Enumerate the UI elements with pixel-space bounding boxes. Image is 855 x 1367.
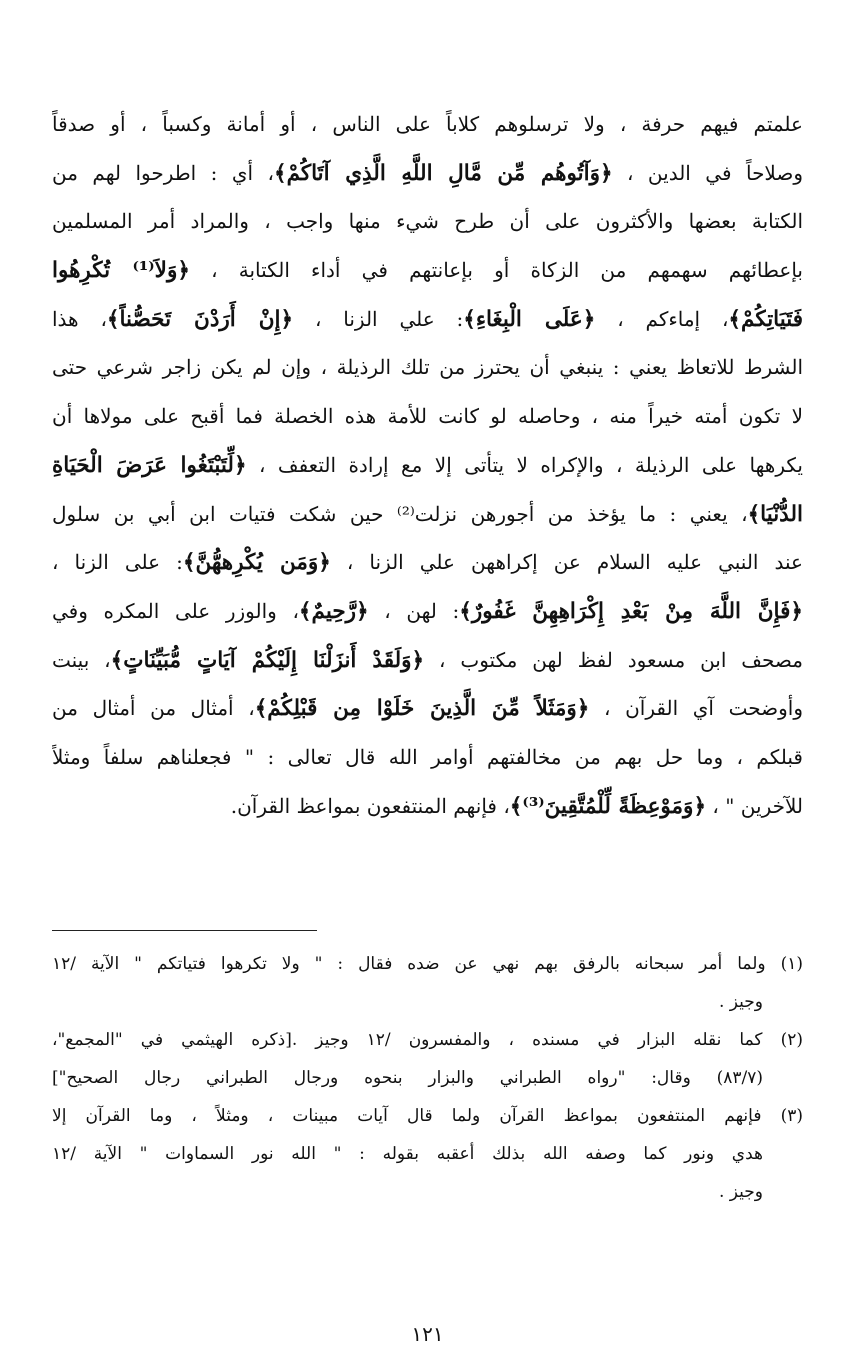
text-line bbox=[52, 538, 803, 587]
quran-verse: ﴿وَمَن يُكْرِههُّنَّ﴾ bbox=[182, 550, 331, 576]
footnote-line: هدي ونور كما وصفه الله بذلك أعقبه بقوله : " الله نور السماوات " الآية /١٢ bbox=[52, 1144, 763, 1164]
quran-verse: ﴿وَمَثَلاً مِّنَ الَّذِينَ خَلَوْا مِن قَبْلِكُمْ﴾ bbox=[254, 696, 590, 722]
text-line bbox=[52, 684, 803, 733]
text-segment: الكتابة بعضها والأكثرون على أن طرح شيء منها واجب ، والمراد أمر المسلمين bbox=[52, 209, 803, 234]
text-segment: وأوضحت آي القرآن ، bbox=[589, 696, 803, 721]
text-line bbox=[52, 295, 803, 344]
text-segment: وصلاحاً في الدين ، bbox=[612, 160, 803, 185]
footnote-line: وجيز . bbox=[718, 1182, 763, 1202]
page-number: ١٢١ bbox=[411, 1322, 444, 1346]
text-line bbox=[52, 149, 803, 198]
footnote-line: (٨٣/٧) وقال: "رواه الطبراني والبزار بنحوه ورجال الطبراني رجال الصحيح"] bbox=[52, 1068, 763, 1088]
text-line bbox=[52, 490, 803, 539]
quran-verse: ﴿إِنْ أَرَدْنَ تَحَصُّناً﴾ bbox=[106, 306, 294, 332]
quran-verse: ﴿رَّحِيمٌ﴾ bbox=[298, 598, 369, 624]
quran-verse: ﴿وَمَوْعِظَةً لِّلْمُتَّقِينَ⁽³⁾﴾ bbox=[509, 793, 707, 819]
text-segment: بإعطائهم سهمهم من الزكاة أو بإعانتهم في أداء الكتابة ، bbox=[189, 258, 803, 283]
text-segment: عند النبي عليه السلام عن إكراههن علي الزنا ، bbox=[330, 550, 803, 575]
text-line bbox=[52, 343, 803, 392]
text-segment: : علي الزنا ، bbox=[293, 306, 464, 331]
text-segment: ، يعني : ما يؤخذ من أجورهن نزلت⁽²⁾ حين شكت فتيات ابن أبي بن سلول bbox=[52, 501, 748, 526]
text-line bbox=[52, 733, 803, 782]
text-segment: ، والوزر على المكره وفي bbox=[52, 598, 299, 623]
text-line bbox=[52, 246, 803, 295]
quran-verse: ﴿وَلاَ⁽¹⁾ تُكْرِهُوا bbox=[52, 258, 190, 284]
quran-verse: ﴿وَلَقَدْ أَنزَلْنَا إِلَيْكُمْ آيَاتٍ مُّبَيِّنَاتٍ﴾ bbox=[110, 647, 425, 673]
text-segment: ، هذا bbox=[52, 306, 107, 331]
text-segment: لا تكون أمته خيراً منه ، وحاصله لو كانت للأمة هذه الخصلة فما أقبح على مولاها أن bbox=[52, 404, 803, 429]
quran-verse: ﴿عَلَى الْبِغَاءِ﴾ bbox=[463, 306, 596, 332]
quran-verse: الدُّنْيَا﴾ bbox=[747, 501, 803, 527]
text-line bbox=[52, 587, 803, 636]
footnote-line: (١) ولما أمر سبحانه بالرفق بهم نهي عن ضده فقال : " ولا تكرهوا فتياتكم " الآية /١٢ bbox=[52, 954, 803, 974]
quran-verse: ﴿لِّتَبْتَغُوا عَرَضَ الْحَيَاةِ bbox=[52, 452, 247, 478]
text-segment: مصحف ابن مسعود لفظ لهن مكتوب ، bbox=[424, 647, 803, 672]
text-segment: يكرهها على الرذيلة ، والإكراه لا يتأتى إلا مع إرادة التعفف ، bbox=[246, 452, 803, 477]
text-line bbox=[52, 100, 803, 149]
footnotes bbox=[52, 945, 803, 1211]
footnote-line: وجيز . bbox=[718, 992, 763, 1012]
text-line bbox=[52, 197, 803, 246]
text-segment: علمتم فيهم حرفة ، ولا ترسلوهم كلاباً على الناس ، أو أمانة وكسباً ، أو صدقاً bbox=[52, 112, 803, 136]
text-line bbox=[52, 392, 803, 441]
text-segment: ، بينت bbox=[52, 647, 111, 672]
text-segment: ، أمثال من أمثال من bbox=[52, 696, 255, 721]
text-segment: : على الزنا ، bbox=[52, 550, 183, 575]
text-segment: : لهن ، bbox=[368, 598, 460, 623]
quran-verse: فَتَيَاتِكُمْ﴾ bbox=[728, 306, 803, 332]
text-line bbox=[52, 636, 803, 685]
quran-verse: ﴿وَآتُوهُم مِّن مَّالِ اللَّهِ الَّذِي آتَاكُمْ﴾ bbox=[273, 160, 613, 186]
text-segment: ، أي : اطرحوا لهم من bbox=[52, 160, 274, 185]
footnote-separator bbox=[52, 930, 317, 931]
text-segment: ، إماءكم ، bbox=[595, 306, 729, 331]
text-segment: ، فإنهم المنتفعون بمواعظ القرآن. bbox=[230, 793, 510, 818]
footnote-line: (٢) كما نقله البزار في مسنده ، والمفسرون /١٢ وجيز .[ذكره الهيثمي في "المجمع"، bbox=[52, 1030, 803, 1050]
quran-verse: ﴿فَإِنَّ اللَّهَ مِنْ بَعْدِ إِكْرَاهِهِنَّ غَفُورٌ﴾ bbox=[459, 598, 803, 624]
text-segment: الشرط للاتعاظ يعني : ينبغي أن يحترز من تلك الرذيلة ، وإن لم يكن زاجر شرعي حتى bbox=[52, 355, 803, 380]
footnote-line: (٣) فإنهم المنتفعون بمواعظ القرآن ولما قال آيات مبينات ، ومثلاً ، وما القرآن إلا bbox=[52, 1106, 803, 1126]
text-segment: قبلكم ، وما حل بهم من مخالفتهم أوامر الله قال تعالى : " فجعلناهم سلفاً ومثلاً bbox=[52, 744, 803, 769]
text-line bbox=[52, 782, 803, 831]
main-text bbox=[52, 100, 803, 830]
text-line bbox=[52, 441, 803, 490]
text-segment: للآخرين " ، bbox=[706, 793, 803, 818]
